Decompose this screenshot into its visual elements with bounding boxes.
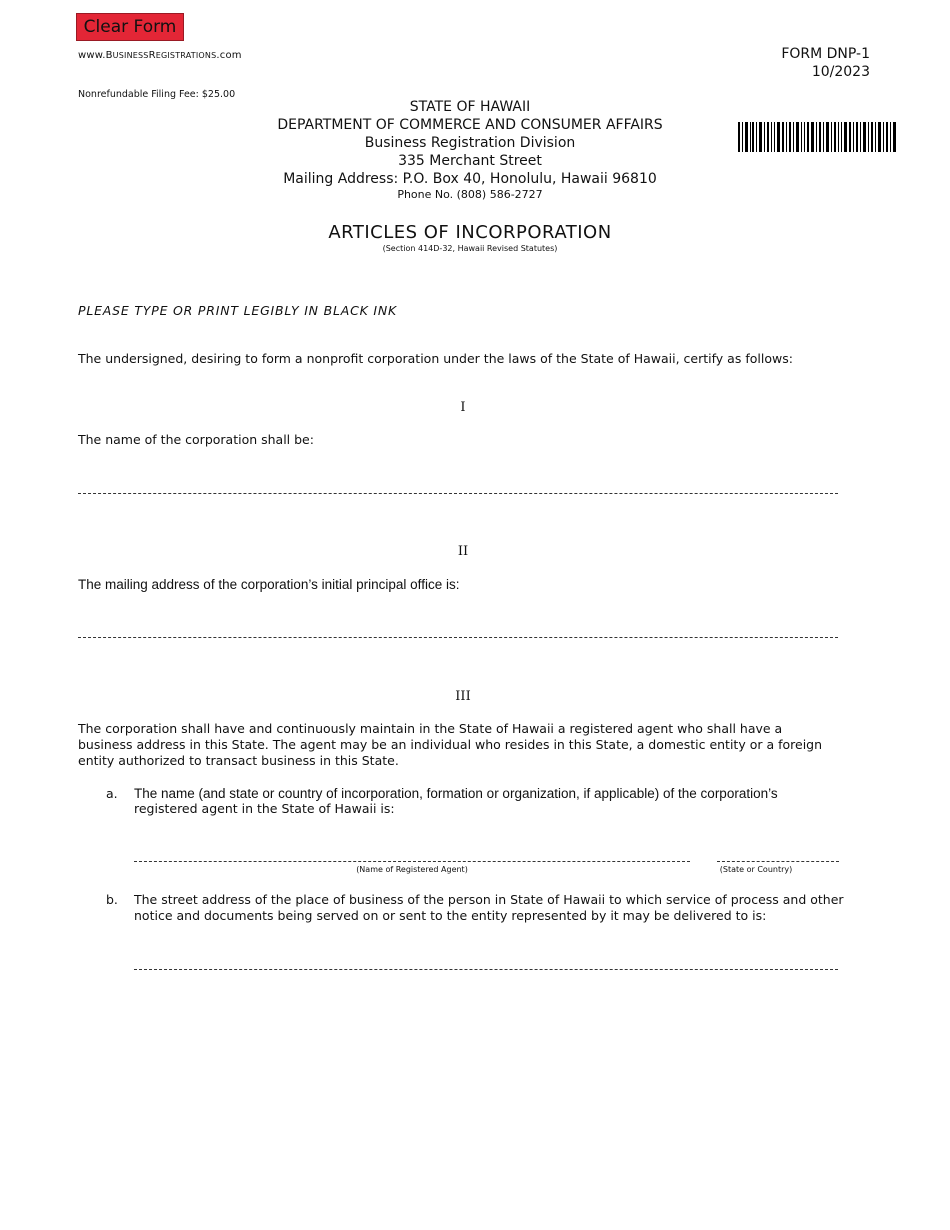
article-i-text: The name of the corporation shall be:: [78, 432, 314, 447]
barcode-image: [738, 122, 896, 152]
mailing-address-field[interactable]: [78, 637, 838, 638]
form-subtitle: (Section 414D-32, Hawaii Revised Statutes): [382, 244, 558, 253]
item-a-letter: a.: [106, 786, 118, 801]
form-number-block: [781, 45, 870, 81]
header-division: Business Registration Division: [364, 135, 576, 151]
state-country-caption: (State or Country): [719, 865, 793, 874]
header-mailing: Mailing Address: P.O. Box 40, Honolulu, Hawaii 96810: [283, 171, 657, 187]
form-number: FORM DNP-1: [781, 46, 870, 62]
agent-state-country-field[interactable]: [717, 861, 839, 862]
intro-text: The undersigned, desiring to form a nonprofit corporation under the laws of the State of Hawaii, certify as follows:: [78, 351, 793, 366]
article-iii-text: The corporation shall have and continuously maintain in the State of Hawaii a registered agent who shall have a business address in this State. The agent may be an individual who resides in this State, a domestic entity or a foreign entity authorized to transact business in this State.: [78, 721, 823, 768]
website-link: www.BusinessRegistrations.com: [78, 47, 242, 61]
item-b-letter: b.: [106, 892, 118, 907]
agent-name-caption: (Name of Registered Agent): [356, 865, 468, 874]
registered-agent-name-field[interactable]: [134, 861, 690, 862]
header-phone: Phone No. (808) 586-2727: [397, 188, 543, 201]
header-street: 335 Merchant Street: [398, 153, 542, 169]
item-a-text-line1: The name (and state or country of incorporation, formation or organization, if applicable) of the corporation’s: [134, 786, 778, 801]
filing-fee: Nonrefundable Filing Fee: $25.00: [78, 89, 236, 100]
article-ii-text: The mailing address of the corporation’s initial principal office is:: [78, 577, 460, 592]
header-department: DEPARTMENT OF COMMERCE AND CONSUMER AFFAIRS: [277, 117, 663, 133]
item-b-text: The street address of the place of business of the person in State of Hawaii to which service of process and other notice and documents being served on or sent to the entity represented by it may be delivered to is:: [134, 892, 844, 923]
instruction: PLEASE TYPE OR PRINT LEGIBLY IN BLACK INK: [78, 303, 398, 318]
item-a-text-line2: registered agent in the State of Hawaii is:: [134, 801, 395, 816]
agency-header: [200, 98, 740, 202]
corporation-name-field[interactable]: [78, 493, 838, 494]
article-iii-numeral: III: [455, 689, 471, 704]
form-title: ARTICLES OF INCORPORATION: [328, 222, 612, 243]
agent-street-address-field[interactable]: [134, 969, 838, 970]
article-ii-numeral: II: [457, 544, 469, 559]
clear-form-button[interactable]: Clear Form: [76, 13, 184, 41]
article-i-numeral: I: [460, 400, 466, 415]
header-state: STATE OF HAWAII: [409, 99, 531, 115]
form-date: 10/2023: [811, 64, 870, 80]
